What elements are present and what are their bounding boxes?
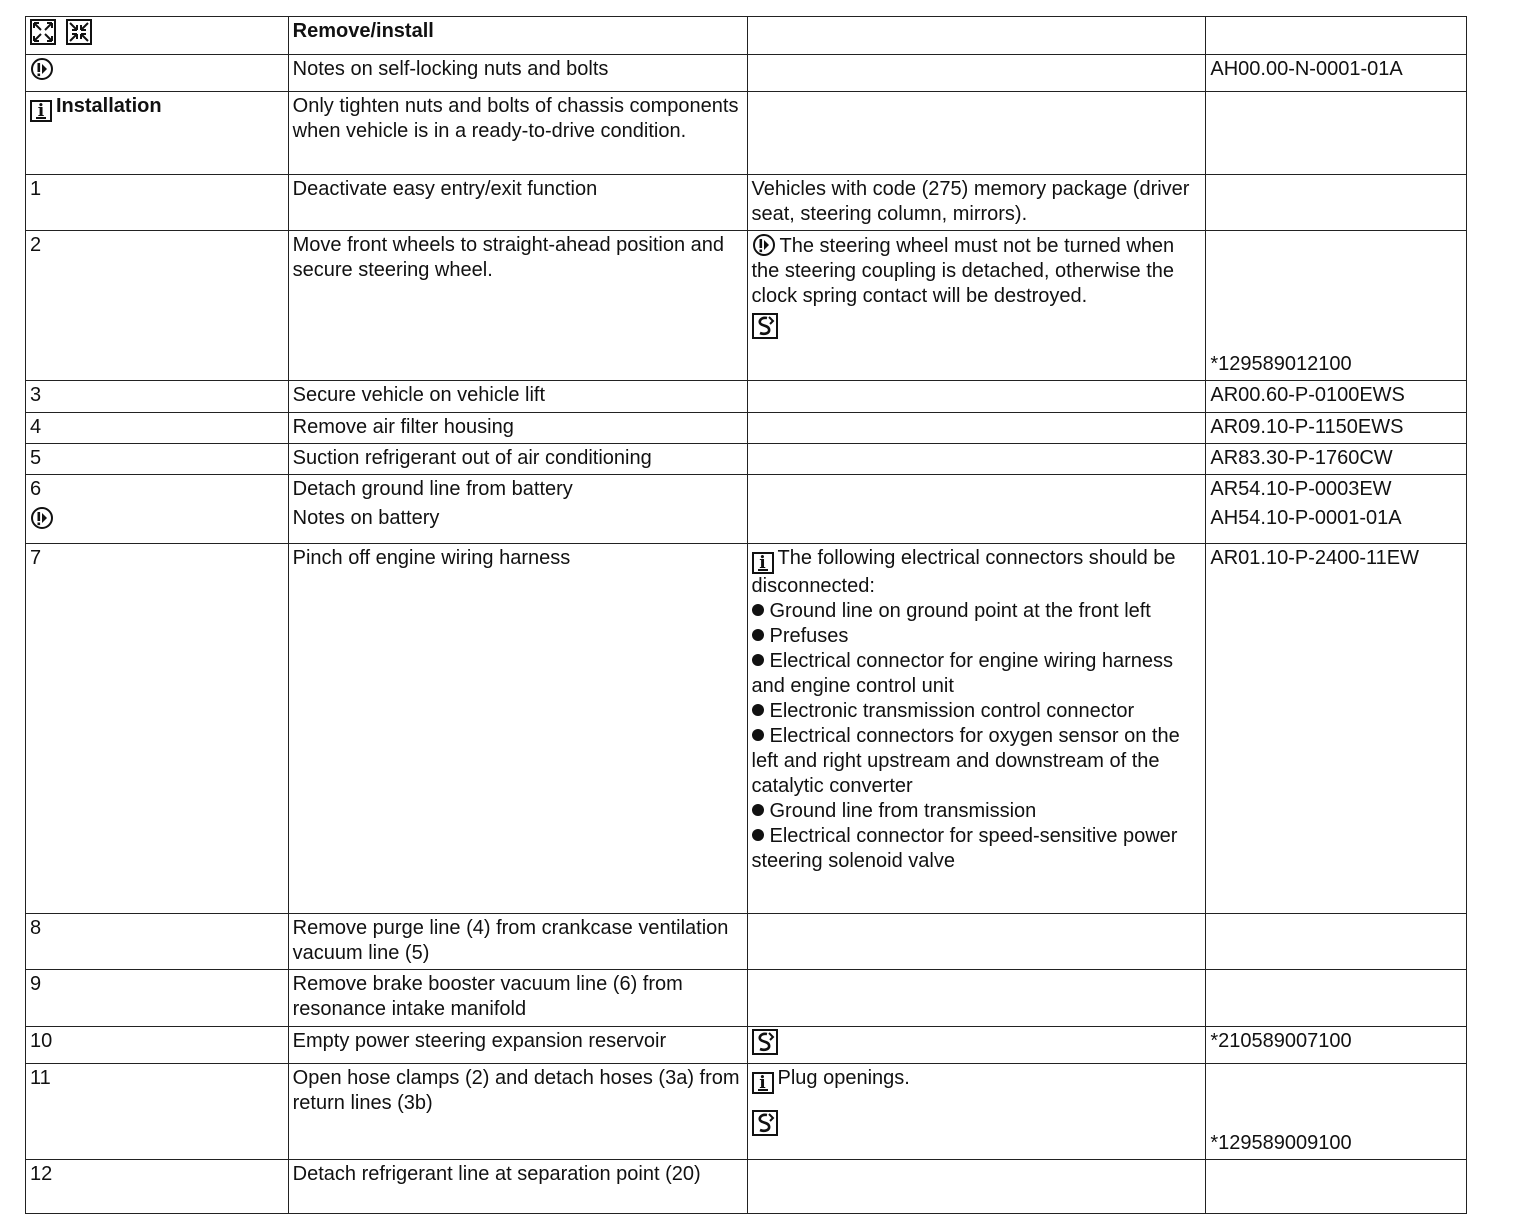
collapse-icon[interactable]	[66, 19, 92, 45]
reference-cell	[1206, 970, 1467, 1027]
table-row	[26, 413, 1467, 444]
description-cell: Open hose clamps (2) and detach hoses (3a) from return lines (3b)	[288, 1064, 747, 1160]
warning-note-icon	[30, 57, 54, 81]
note-cell	[747, 413, 1206, 444]
header-icons-cell	[26, 17, 289, 55]
reference-cell	[1206, 1160, 1467, 1214]
step-cell	[26, 475, 289, 544]
bullet-icon	[752, 629, 764, 641]
bullet-icon	[752, 654, 764, 666]
bullet-icon	[752, 829, 764, 841]
step-number: 8	[26, 914, 289, 970]
info-icon: i	[752, 1072, 774, 1094]
description-cell: Only tighten nuts and bolts of chassis components when vehicle is in a ready-to-drive condition.	[288, 92, 747, 175]
description-cell: Move front wheels to straight-ahead position and secure steering wheel.	[288, 231, 747, 381]
tool-number[interactable]: *210589007100	[1206, 1027, 1467, 1064]
bullet-icon	[752, 704, 764, 716]
note-cell	[747, 544, 1206, 914]
bullet-list-item: Ground line from transmission	[752, 799, 1202, 824]
reference-link[interactable]: AR09.10-P-1150EWS	[1206, 413, 1467, 444]
reference-link[interactable]: AR54.10-P-0003EW	[1210, 478, 1392, 500]
tool-number[interactable]: *129589009100	[1210, 1132, 1352, 1154]
reference-cell	[1206, 914, 1467, 970]
warning-note-icon	[30, 506, 54, 530]
note-cell	[747, 381, 1206, 413]
tool-row	[752, 1110, 1202, 1139]
note-cell	[747, 1160, 1206, 1214]
note-cell	[747, 55, 1206, 92]
note-cell	[747, 914, 1206, 970]
table-row	[26, 55, 1467, 92]
special-tool-icon	[752, 1029, 778, 1055]
step-cell	[26, 92, 289, 175]
description-cell: Remove brake booster vacuum line (6) from resonance intake manifold	[288, 970, 747, 1027]
procedure-table	[25, 16, 1467, 1214]
note-cell	[747, 1064, 1206, 1160]
special-tool-icon	[752, 1110, 778, 1136]
description-cell: Deactivate easy entry/exit function	[288, 175, 747, 231]
description-cell: Suction refrigerant out of air conditioning	[288, 444, 747, 475]
table-row	[26, 231, 1467, 381]
step-cell	[26, 55, 289, 92]
expand-icon[interactable]	[30, 19, 56, 45]
note-cell	[747, 970, 1206, 1027]
description-cell: Remove air filter housing	[288, 413, 747, 444]
note-cell	[747, 231, 1206, 381]
step-number: 1	[26, 175, 289, 231]
bullet-list-item: Electronic transmission control connector	[752, 699, 1202, 724]
step-number: 5	[26, 444, 289, 475]
step-number: 3	[26, 381, 289, 413]
step-number: 4	[26, 413, 289, 444]
description-line: Detach ground line from battery	[292, 478, 573, 500]
header-title	[288, 17, 747, 55]
bullet-list-item: Electrical connectors for oxygen sensor on the left and right upstream and downstream of the catalytic converter	[751, 725, 1180, 797]
step-number: 11	[26, 1064, 289, 1160]
note-text: Plug openings.	[777, 1067, 910, 1089]
note-text: The following electrical connectors should be disconnected:	[751, 547, 1176, 597]
reference-cell	[1206, 475, 1467, 544]
table-row	[26, 970, 1467, 1027]
reference-cell	[1206, 92, 1467, 175]
table-row	[26, 475, 1467, 544]
bullet-list-item: Electrical connector for engine wiring harness and engine control unit	[751, 650, 1174, 697]
installation-label: Installation	[56, 95, 162, 117]
reference-link[interactable]: AH00.00-N-0001-01A	[1206, 55, 1467, 92]
table-row	[26, 175, 1467, 231]
description-line: Notes on battery	[292, 507, 440, 529]
step-number: 9	[26, 970, 289, 1027]
header-empty-cell	[747, 17, 1206, 55]
step-number: 7	[26, 544, 289, 914]
step-number: 6	[30, 478, 42, 500]
bullet-icon	[752, 604, 764, 616]
description-cell: Secure vehicle on vehicle lift	[288, 381, 747, 413]
info-icon: i	[752, 552, 774, 574]
reference-link[interactable]: AR83.30-P-1760CW	[1206, 444, 1467, 475]
table-header-row	[26, 17, 1467, 55]
table-row	[26, 1064, 1467, 1160]
description-cell	[288, 475, 747, 544]
tool-row	[752, 313, 1202, 342]
note-cell	[747, 475, 1206, 544]
bullet-list-item: Ground line on ground point at the front left	[752, 599, 1202, 624]
table-row	[26, 1160, 1467, 1214]
header-empty-cell	[1206, 17, 1467, 55]
note-cell	[747, 1027, 1206, 1064]
step-number: 10	[26, 1027, 289, 1064]
special-tool-icon	[752, 313, 778, 339]
warning-text: The steering wheel must not be turned when the steering coupling is detached, otherwise the clock spring contact will be destroyed.	[751, 235, 1175, 307]
warning-note-icon	[752, 233, 776, 257]
table-row	[26, 444, 1467, 475]
step-number: 2	[26, 231, 289, 381]
note-cell: Vehicles with code (275) memory package (driver seat, steering column, mirrors).	[747, 175, 1206, 231]
reference-cell	[1206, 1064, 1467, 1160]
description-cell: Detach refrigerant line at separation point (20)	[288, 1160, 747, 1214]
step-number: 12	[26, 1160, 289, 1214]
table-row	[26, 92, 1467, 175]
reference-link[interactable]: AH54.10-P-0001-01A	[1210, 507, 1402, 529]
reference-cell	[1206, 231, 1467, 381]
info-icon: i	[30, 100, 52, 122]
description-cell: Empty power steering expansion reservoir	[288, 1027, 747, 1064]
reference-cell	[1206, 175, 1467, 231]
bullet-icon	[752, 804, 764, 816]
bullet-icon	[752, 729, 764, 741]
note-cell	[747, 92, 1206, 175]
page-title: Remove/install	[292, 20, 434, 42]
bullet-list-item: Prefuses	[752, 624, 1202, 649]
description-cell: Pinch off engine wiring harness	[288, 544, 747, 914]
description-cell: Notes on self-locking nuts and bolts	[288, 55, 747, 92]
table-row	[26, 381, 1467, 413]
table-row	[26, 1027, 1467, 1064]
table-row	[26, 544, 1467, 914]
description-cell: Remove purge line (4) from crankcase ventilation vacuum line (5)	[288, 914, 747, 970]
note-cell	[747, 444, 1206, 475]
table-row	[26, 914, 1467, 970]
tool-number[interactable]: *129589012100	[1210, 353, 1352, 375]
reference-link[interactable]: AR00.60-P-0100EWS	[1206, 381, 1467, 413]
bullet-list-item: Electrical connector for speed-sensitive power steering solenoid valve	[751, 825, 1178, 872]
reference-link[interactable]: AR01.10-P-2400-11EW	[1206, 544, 1467, 914]
